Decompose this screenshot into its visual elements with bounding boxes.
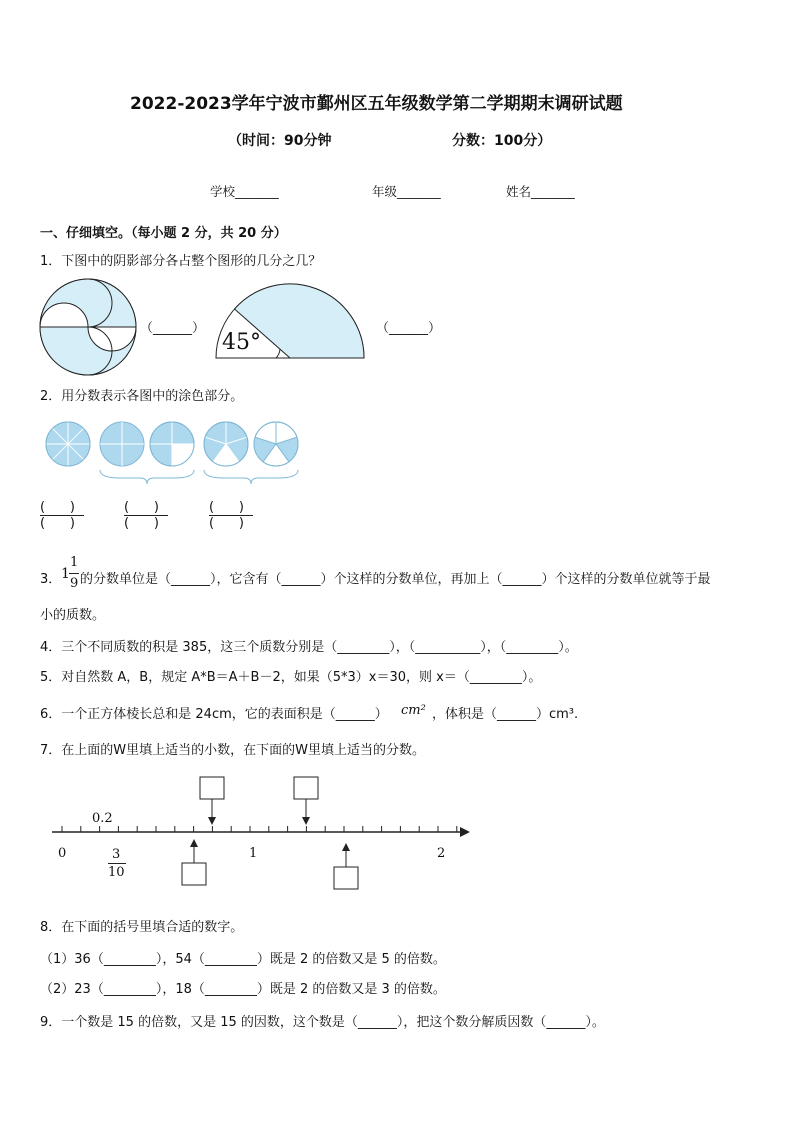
question-4: 4．三个不同质数的积是 385，这三个质数分别是（________），（__________），（________）。 <box>40 640 578 655</box>
name-field[interactable]: 姓名_______ <box>506 184 575 199</box>
unit-cm2: cm² <box>401 703 426 718</box>
tick-label-1: 1 <box>249 846 258 861</box>
fraction-answer-1[interactable] <box>40 500 84 531</box>
numerator-blank: ( ) <box>209 500 244 515</box>
denominator-blank: ( ) <box>209 516 244 531</box>
angle-label: 45° <box>222 330 261 355</box>
tick-label-0.2: 0.2 <box>92 811 113 826</box>
question-3-cont: 小的质数。 <box>40 608 106 623</box>
fraction-label-numerator: 3 <box>112 847 121 862</box>
question-8: 8．在下面的括号里填合适的数字。 <box>40 920 244 935</box>
question-6-part2: ，体积是（______）cm³. <box>432 707 579 722</box>
denominator-blank: ( ) <box>124 516 159 531</box>
numerator-blank: ( ) <box>124 500 159 515</box>
time-label: （时间：90分钟 <box>228 133 332 149</box>
pie-figures <box>40 420 310 485</box>
score-label: 分数：100分） <box>452 133 552 149</box>
fraction-label-line <box>108 863 126 864</box>
question-6-part1: 6．一个正方体棱长总和是 24cm，它的表面积是（______） <box>40 707 388 722</box>
numerator-blank: ( ) <box>40 500 75 515</box>
yin-yang-circle-figure <box>38 277 138 377</box>
mixed-number-whole: 1 <box>61 566 70 582</box>
question-9: 9．一个数是 15 的倍数，又是 15 的因数，这个数是（______），把这个数分解质因数（______）。 <box>40 1015 605 1030</box>
school-field[interactable]: 学校_______ <box>210 184 279 199</box>
fraction-answer-3[interactable] <box>209 500 253 531</box>
mixed-number-numerator: 1 <box>70 555 79 570</box>
question-7: 7．在上面的W里填上适当的小数，在下面的W里填上适当的分数。 <box>40 743 425 758</box>
question-8-line-1: （1）36（________），54（________）既是 2 的倍数又是 5 的倍数。 <box>40 952 446 967</box>
denominator-blank: ( ) <box>40 516 75 531</box>
fraction-label-denominator: 10 <box>108 865 125 880</box>
tick-label-0: 0 <box>58 846 67 861</box>
mixed-number-denominator: 9 <box>70 576 79 591</box>
question-3: 的分数单位是（______），它含有（______）个这样的分数单位，再加上（______）个这样的分数单位就等于最 <box>80 572 711 587</box>
tick-label-2: 2 <box>437 846 446 861</box>
answer-blank-1a[interactable]: （______） <box>140 321 206 336</box>
question-5: 5．对自然数 A，B，规定 A*B＝A＋B－2，如果（5*3）x＝30，则 x＝（________）。 <box>40 670 542 685</box>
mixed-number-line <box>69 573 79 574</box>
grade-field[interactable]: 年级_______ <box>372 184 441 199</box>
answer-blank-1b[interactable]: （______） <box>376 321 442 336</box>
page-title: 2022-2023学年宁波市鄞州区五年级数学第二学期期末调研试题 <box>130 94 623 114</box>
section-heading: 一、仔细填空。（每小题 2 分，共 20 分） <box>40 226 287 241</box>
question-3-prefix: 3． <box>40 572 62 587</box>
question-2: 2．用分数表示各图中的涂色部分。 <box>40 389 244 404</box>
fraction-answer-2[interactable] <box>124 500 168 531</box>
question-1: 1．下图中的阴影部分各占整个图形的几分之几？ <box>40 254 322 269</box>
question-8-line-2: （2）23（________），18（________）既是 2 的倍数又是 3 的倍数。 <box>40 982 446 997</box>
